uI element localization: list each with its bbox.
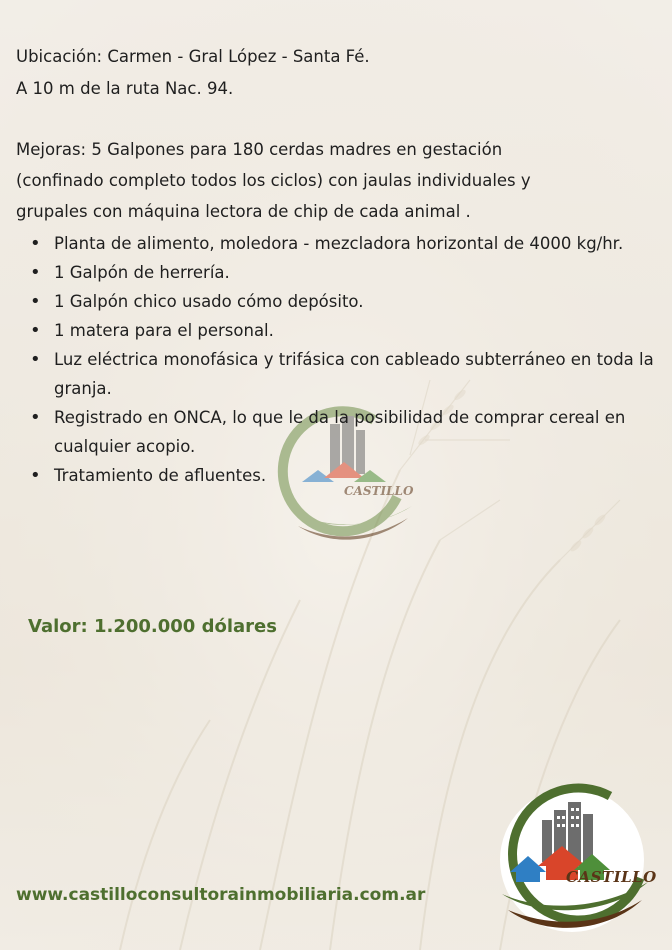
improvements-line-1: Mejoras: 5 Galpones para 180 cerdas madres en gestación (16, 140, 503, 159)
watermark-logo-text: CASTILLO (344, 484, 414, 498)
improvements-line-3: grupales con máquina lectora de chip de cada animal . (16, 202, 471, 221)
improvements-list (30, 229, 660, 490)
list-item: • Registrado en ONCA, lo que le da la posibilidad de comprar cereal en cualquier acopio. (30, 403, 660, 461)
list-item: • Planta de alimento, moledora - mezcladora horizontal de 4000 kg/hr. (30, 229, 660, 258)
list-item: • Luz eléctrica monofásica y trifásica con cableado subterráneo en toda la granja. (30, 345, 660, 403)
website-link[interactable]: www.castilloconsultorainmobiliaria.com.ar (16, 885, 426, 905)
route-line: A 10 m de la ruta Nac. 94. (16, 79, 234, 98)
list-item: • 1 Galpón chico usado cómo depósito. (30, 287, 660, 316)
list-item: • 1 Galpón de herrería. (30, 258, 660, 287)
castillo-logo-icon (482, 782, 654, 942)
price-label: Valor: 1.200.000 dólares (28, 616, 277, 637)
location-line: Ubicación: Carmen - Gral López - Santa Fé. (16, 47, 370, 66)
list-item: • 1 matera para el personal. (30, 316, 660, 345)
improvements-line-2: (confinado completo todos los ciclos) con jaulas individuales y (16, 171, 531, 190)
company-logo (482, 782, 657, 942)
list-item: • Tratamiento de afluentes. (30, 461, 660, 490)
logo-text: CASTILLO (566, 868, 657, 886)
